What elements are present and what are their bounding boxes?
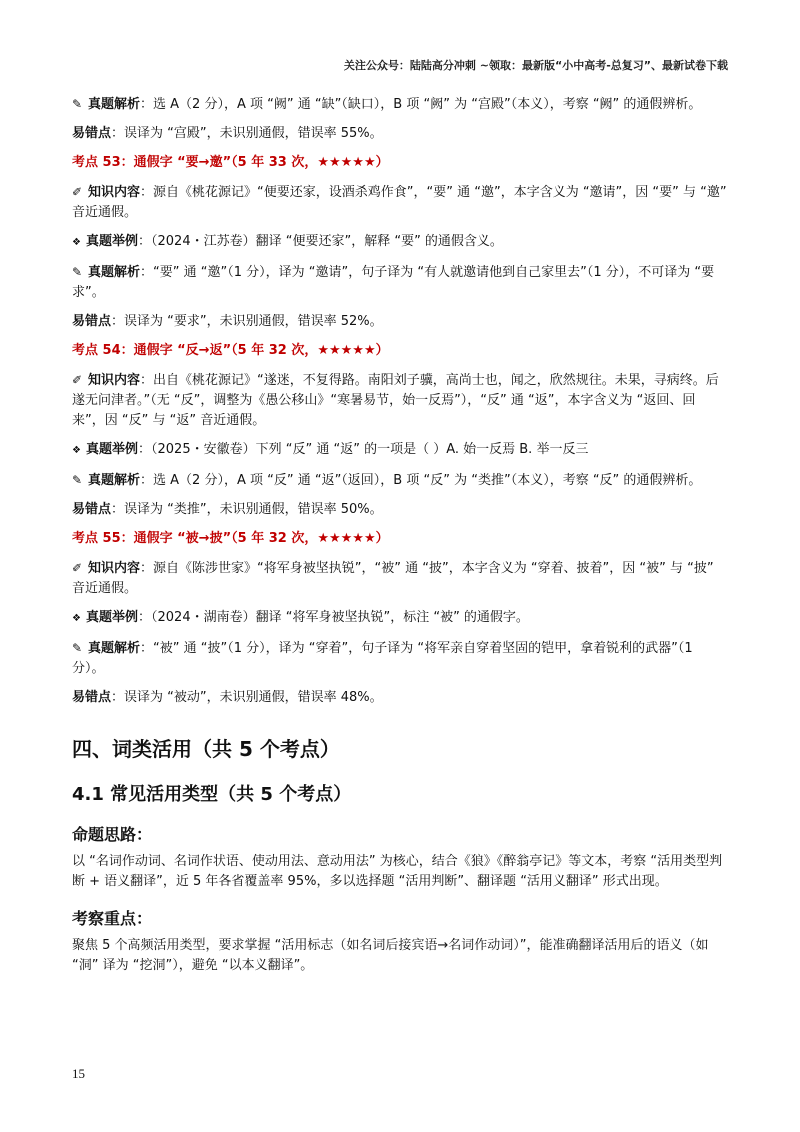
page-header: 关注公众号：陆陆高分冲刺 ~领取：最新版“小中高考-总复习”、最新试卷下载 [343, 59, 728, 72]
paragraph-label: 易错点 [72, 126, 112, 141]
topic-heading-focus: 考察重点： [72, 909, 153, 928]
content-paragraph [72, 182, 728, 223]
page-content [72, 94, 728, 985]
paragraph-label: 知识内容 [88, 561, 141, 576]
paragraph-label: 真题解析 [88, 473, 141, 488]
pencil-icon: ✎ [72, 641, 83, 655]
paragraph-label: 真题解析 [88, 265, 141, 280]
content-paragraph [72, 608, 728, 629]
focus-paragraph: 聚焦 5 个高频活用类型，要求掌握 “活用标志（如名词后接宾语→名词作动词）”，能准确翻译活用后的语义（如 “洞” 译为 “挖洞”），避免 “以本义翻译”。 [72, 938, 709, 973]
pencil-icon: ✎ [72, 265, 83, 279]
key-point-heading: 考点 54：通假字 “反→返”（5 年 32 次，★★★★★） [72, 343, 389, 358]
paragraph-label: 易错点 [72, 314, 112, 329]
pen-icon: ✐ [72, 561, 83, 575]
paragraph-text: ：误译为 “宫殿”，未识别通假，错误率 55%。 [111, 126, 383, 141]
content-paragraph [72, 232, 728, 253]
content-paragraph [72, 94, 728, 115]
paragraph-label: 真题举例 [86, 442, 139, 457]
paragraph-text: ：出自《桃花源记》“遂迷，不复得路。南阳刘子骥，高尚士也，闻之，欣然规往。未果，寻病终。后遂无问津者。”（无 “反”，调整为《愚公移山》“寒暑易节，始一反焉”），“反” 通 “返”，本字含义为 “返回、回来”，因 “反” 与 “返” 音近通假。 [72, 373, 719, 428]
paragraph-label: 真题解析 [88, 641, 141, 656]
paragraph-text: ：（2025・安徽卷）下列 “反” 通 “返” 的一项是（ ）A. 始一反焉 B. 举一反三 [138, 442, 589, 457]
content-paragraph [72, 688, 728, 708]
diamond-icon: ❖ [72, 613, 81, 624]
content-paragraph [72, 470, 728, 491]
content-paragraph [72, 262, 728, 303]
paragraph-label: 真题举例 [86, 234, 139, 249]
paragraph-label: 真题举例 [86, 610, 139, 625]
content-paragraph [72, 312, 728, 332]
paragraph-label: 真题解析 [88, 97, 141, 112]
paragraph-text: ：“被” 通 “披”（1 分），译为 “穿着”，句子译为 “将军亲自穿着坚固的铠甲，拿着锐利的武器”（1 分）。 [72, 641, 693, 676]
paragraph-label: 知识内容 [88, 373, 141, 388]
paragraph-text: ：（2024・江苏卷）翻译 “便要还家”，解释 “要” 的通假含义。 [138, 234, 503, 249]
page-number: 15 [72, 1066, 85, 1081]
diamond-icon: ❖ [72, 237, 81, 248]
paragraph-text: ：选 A（2 分），A 项 “反” 通 “返”（返回），B 项 “反” 为 “类推”（本义），考察 “反” 的通假辨析。 [140, 473, 702, 488]
content-paragraph [72, 500, 728, 520]
paragraph-label: 知识内容 [88, 185, 141, 200]
subsection-heading: 4.1 常见活用类型（共 5 个考点） [72, 784, 352, 805]
content-paragraph [72, 558, 728, 599]
paragraph-text: ：（2024・湖南卷）翻译 “将军身被坚执锐”，标注 “被” 的通假字。 [138, 610, 529, 625]
paragraph-text: ：误译为 “被动”，未识别通假，错误率 48%。 [111, 690, 383, 705]
approach-paragraph: 以 “名词作动词、名词作状语、使动用法、意动用法” 为核心，结合《狼》《醉翁亭记》等文本，考察 “活用类型判断 + 语义翻译”，近 5 年各省覆盖率 95%，多以选择题 “活用判断”、翻译题 “活用义翻译” 形式出现。 [72, 854, 723, 889]
paragraph-text: ：源自《桃花源记》“便要还家，设酒杀鸡作食”，“要” 通 “邀”，本字含义为 “邀请”，因 “要” 与 “邀” 音近通假。 [72, 185, 727, 220]
paragraph-label: 易错点 [72, 502, 112, 517]
paragraph-text: ：“要” 通 “邀”（1 分），译为 “邀请”，句子译为 “有人就邀请他到自己家里去”（1 分），不可译为 “要求”。 [72, 265, 715, 300]
paragraph-label: 易错点 [72, 690, 112, 705]
content-paragraph [72, 124, 728, 144]
pen-icon: ✐ [72, 185, 83, 199]
paragraph-text: ：源自《陈涉世家》“将军身被坚执锐”，“被” 通 “披”，本字含义为 “穿着、披着”，因 “被” 与 “披” 音近通假。 [72, 561, 714, 596]
key-point-heading: 考点 55：通假字 “被→披”（5 年 32 次，★★★★★） [72, 531, 389, 546]
topic-heading-approach: 命题思路： [72, 825, 153, 844]
pen-icon: ✐ [72, 373, 83, 387]
pencil-icon: ✎ [72, 97, 83, 111]
diamond-icon: ❖ [72, 445, 81, 456]
section-heading: 四、词类活用（共 5 个考点） [72, 737, 340, 761]
paragraph-text: ：选 A（2 分），A 项 “阙” 通 “缺”（缺口），B 项 “阙” 为 “宫殿”（本义），考察 “阙” 的通假辨析。 [140, 97, 702, 112]
paragraph-text: ：误译为 “要求”，未识别通假，错误率 52%。 [111, 314, 383, 329]
content-paragraph [72, 638, 728, 679]
key-point-heading: 考点 53：通假字 “要→邀”（5 年 33 次，★★★★★） [72, 155, 389, 170]
content-paragraph [72, 440, 728, 461]
pencil-icon: ✎ [72, 473, 83, 487]
content-paragraph [72, 370, 728, 431]
paragraph-text: ：误译为 “类推”，未识别通假，错误率 50%。 [111, 502, 383, 517]
